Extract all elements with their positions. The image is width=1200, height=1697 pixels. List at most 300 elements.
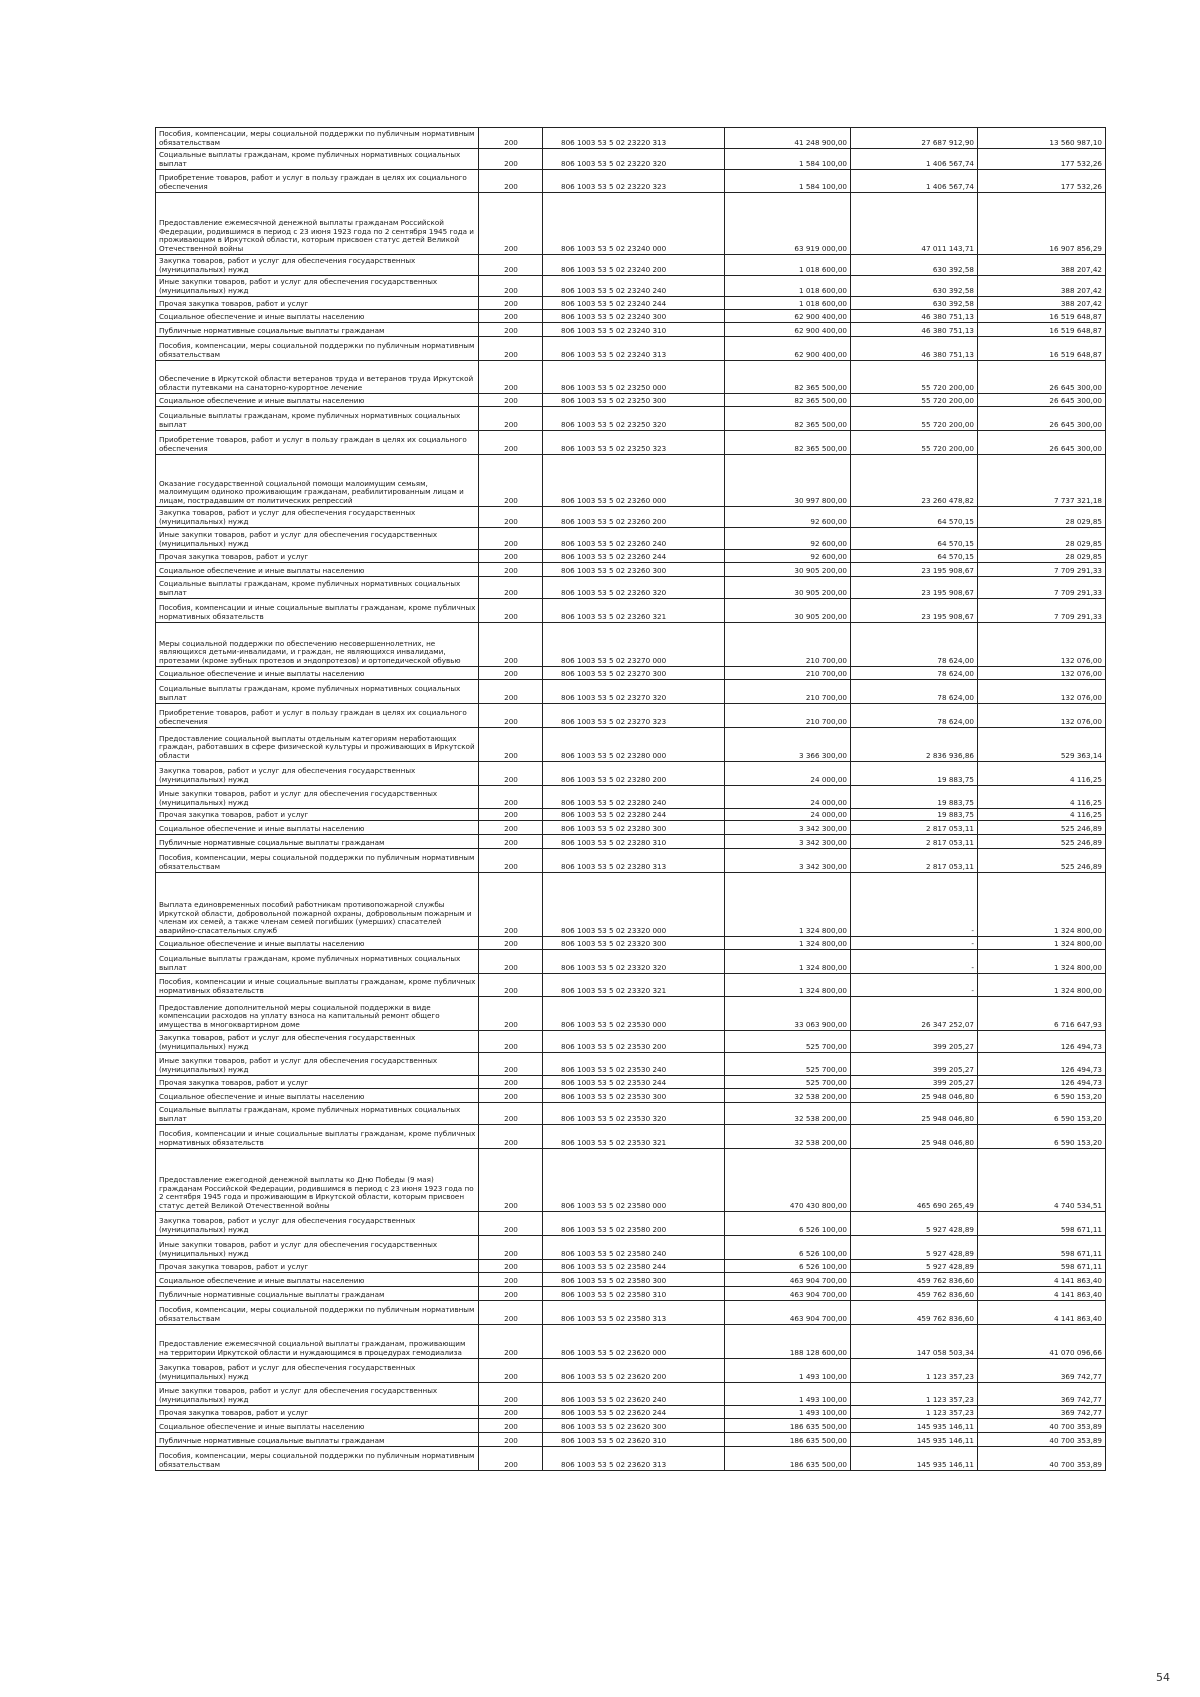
row-approved-value-cell: 1 324 800,00 <box>725 937 851 950</box>
row-unexecuted-value-cell: 4 141 863,40 <box>978 1287 1106 1301</box>
row-kbk-cell: 806 1003 53 5 02 23250 300 <box>543 394 725 407</box>
table-row <box>156 786 1106 809</box>
row-kbk-cell: 806 1003 53 5 02 23620 244 <box>543 1406 725 1419</box>
row-code-cell: 200 <box>479 528 543 550</box>
row-code-cell: 200 <box>479 1149 543 1212</box>
row-code-cell: 200 <box>479 507 543 528</box>
row-kbk-cell: 806 1003 53 5 02 23280 310 <box>543 835 725 849</box>
row-approved-value-cell: 32 538 200,00 <box>725 1103 851 1125</box>
row-name-cell: Приобретение товаров, работ и услуг в пользу граждан в целях их социального обеспечения <box>156 704 479 728</box>
table-row <box>156 550 1106 563</box>
row-executed-value-cell: 459 762 836,60 <box>851 1273 978 1287</box>
table-row <box>156 337 1106 361</box>
row-unexecuted-value-cell: 1 324 800,00 <box>978 950 1106 974</box>
row-unexecuted-value-cell: 7 737 321,18 <box>978 455 1106 507</box>
row-unexecuted-value-cell: 41 070 096,66 <box>978 1325 1106 1359</box>
row-name-cell: Закупка товаров, работ и услуг для обеспечения государственных (муниципальных) нужд <box>156 1359 479 1383</box>
row-code-cell: 200 <box>479 1125 543 1149</box>
row-name-cell: Оказание государственной социальной помощи малоимущим семьям, малоимущим одиноко проживающим гражданам, реабилитированным лицам и лицам, пострадавшим от политических репрессий <box>156 455 479 507</box>
table-row <box>156 507 1106 528</box>
table-row <box>156 937 1106 950</box>
row-code-cell: 200 <box>479 1053 543 1076</box>
row-code-cell: 200 <box>479 680 543 704</box>
row-approved-value-cell: 186 635 500,00 <box>725 1433 851 1447</box>
row-name-cell: Пособия, компенсации и иные социальные выплаты гражданам, кроме публичных нормативных обязательств <box>156 974 479 997</box>
table-row <box>156 623 1106 667</box>
row-executed-value-cell: 64 570,15 <box>851 528 978 550</box>
table-row <box>156 149 1106 170</box>
row-unexecuted-value-cell: 388 207,42 <box>978 297 1106 310</box>
row-unexecuted-value-cell: 28 029,85 <box>978 550 1106 563</box>
row-kbk-cell: 806 1003 53 5 02 23320 321 <box>543 974 725 997</box>
row-unexecuted-value-cell: 7 709 291,33 <box>978 563 1106 577</box>
row-kbk-cell: 806 1003 53 5 02 23530 300 <box>543 1089 725 1103</box>
row-kbk-cell: 806 1003 53 5 02 23620 310 <box>543 1433 725 1447</box>
row-code-cell: 200 <box>479 337 543 361</box>
row-code-cell: 200 <box>479 255 543 276</box>
row-unexecuted-value-cell: 16 519 648,87 <box>978 323 1106 337</box>
row-unexecuted-value-cell: 1 324 800,00 <box>978 974 1106 997</box>
row-name-cell: Публичные нормативные социальные выплаты гражданам <box>156 1287 479 1301</box>
row-kbk-cell: 806 1003 53 5 02 23260 321 <box>543 599 725 623</box>
row-name-cell: Предоставление дополнительной меры социальной поддержки в виде компенсации расходов на уплату взноса на капитальный ремонт общего имущества в многоквартирном доме <box>156 997 479 1031</box>
row-name-cell: Публичные нормативные социальные выплаты гражданам <box>156 835 479 849</box>
row-code-cell: 200 <box>479 1076 543 1089</box>
row-name-cell: Публичные нормативные социальные выплаты гражданам <box>156 323 479 337</box>
row-name-cell: Прочая закупка товаров, работ и услуг <box>156 1406 479 1419</box>
row-name-cell: Закупка товаров, работ и услуг для обеспечения государственных (муниципальных) нужд <box>156 1212 479 1236</box>
row-code-cell: 200 <box>479 1359 543 1383</box>
row-kbk-cell: 806 1003 53 5 02 23320 320 <box>543 950 725 974</box>
row-executed-value-cell: 459 762 836,60 <box>851 1287 978 1301</box>
row-executed-value-cell: 23 195 908,67 <box>851 563 978 577</box>
row-kbk-cell: 806 1003 53 5 02 23530 200 <box>543 1031 725 1053</box>
row-code-cell: 200 <box>479 394 543 407</box>
row-approved-value-cell: 210 700,00 <box>725 623 851 667</box>
row-approved-value-cell: 24 000,00 <box>725 762 851 786</box>
table-row <box>156 431 1106 455</box>
row-approved-value-cell: 1 324 800,00 <box>725 974 851 997</box>
row-name-cell: Закупка товаров, работ и услуг для обеспечения государственных (муниципальных) нужд <box>156 507 479 528</box>
row-unexecuted-value-cell: 126 494,73 <box>978 1053 1106 1076</box>
row-name-cell: Приобретение товаров, работ и услуг в пользу граждан в целях их социального обеспечения <box>156 170 479 193</box>
row-approved-value-cell: 186 635 500,00 <box>725 1419 851 1433</box>
table-row <box>156 1260 1106 1273</box>
table-row <box>156 997 1106 1031</box>
row-executed-value-cell: 25 948 046,80 <box>851 1089 978 1103</box>
row-executed-value-cell: 459 762 836,60 <box>851 1301 978 1325</box>
row-approved-value-cell: 1 018 600,00 <box>725 255 851 276</box>
row-unexecuted-value-cell: 1 324 800,00 <box>978 937 1106 950</box>
row-kbk-cell: 806 1003 53 5 02 23280 244 <box>543 809 725 821</box>
row-name-cell: Прочая закупка товаров, работ и услуг <box>156 1076 479 1089</box>
row-executed-value-cell: 1 406 567,74 <box>851 149 978 170</box>
table-row <box>156 1287 1106 1301</box>
row-approved-value-cell: 30 905 200,00 <box>725 577 851 599</box>
table-row <box>156 1447 1106 1471</box>
row-approved-value-cell: 188 128 600,00 <box>725 1325 851 1359</box>
row-approved-value-cell: 82 365 500,00 <box>725 394 851 407</box>
row-executed-value-cell: 145 935 146,11 <box>851 1433 978 1447</box>
row-code-cell: 200 <box>479 1325 543 1359</box>
row-executed-value-cell: 25 948 046,80 <box>851 1103 978 1125</box>
row-executed-value-cell: 2 817 053,11 <box>851 849 978 873</box>
row-unexecuted-value-cell: 529 363,14 <box>978 728 1106 762</box>
row-executed-value-cell: - <box>851 974 978 997</box>
row-executed-value-cell: 145 935 146,11 <box>851 1419 978 1433</box>
row-kbk-cell: 806 1003 53 5 02 23270 320 <box>543 680 725 704</box>
row-code-cell: 200 <box>479 849 543 873</box>
row-executed-value-cell: 46 380 751,13 <box>851 310 978 323</box>
row-name-cell: Пособия, компенсации и иные социальные выплаты гражданам, кроме публичных нормативных обязательств <box>156 599 479 623</box>
row-executed-value-cell: 55 720 200,00 <box>851 407 978 431</box>
row-name-cell: Меры социальной поддержки по обеспечению несовершеннолетних, не являющихся детьми-инвалидами, и граждан, не являющихся инвалидами, протезами (кроме зубных протезов и эндопротезов) и ортопедической обувью <box>156 623 479 667</box>
row-code-cell: 200 <box>479 1273 543 1287</box>
row-name-cell: Предоставление ежемесячной социальной выплаты гражданам, проживающим на территории Иркутской области и нуждающимся в процедурах гемодиализа <box>156 1325 479 1359</box>
row-executed-value-cell: 78 624,00 <box>851 704 978 728</box>
row-code-cell: 200 <box>479 297 543 310</box>
row-code-cell: 200 <box>479 1301 543 1325</box>
row-executed-value-cell: 147 058 503,34 <box>851 1325 978 1359</box>
row-kbk-cell: 806 1003 53 5 02 23580 240 <box>543 1236 725 1260</box>
table-row <box>156 1383 1106 1406</box>
row-kbk-cell: 806 1003 53 5 02 23620 313 <box>543 1447 725 1471</box>
table-row <box>156 297 1106 310</box>
table-row <box>156 407 1106 431</box>
row-kbk-cell: 806 1003 53 5 02 23580 310 <box>543 1287 725 1301</box>
row-name-cell: Иные закупки товаров, работ и услуг для обеспечения государственных (муниципальных) нужд <box>156 1236 479 1260</box>
table-row <box>156 821 1106 835</box>
row-name-cell: Иные закупки товаров, работ и услуг для обеспечения государственных (муниципальных) нужд <box>156 786 479 809</box>
row-name-cell: Прочая закупка товаров, работ и услуг <box>156 550 479 563</box>
row-unexecuted-value-cell: 369 742,77 <box>978 1383 1106 1406</box>
table-row <box>156 1406 1106 1419</box>
row-approved-value-cell: 30 905 200,00 <box>725 563 851 577</box>
budget-execution-table <box>155 127 1106 1471</box>
row-approved-value-cell: 82 365 500,00 <box>725 431 851 455</box>
row-unexecuted-value-cell: 26 645 300,00 <box>978 431 1106 455</box>
row-name-cell: Социальное обеспечение и иные выплаты населению <box>156 937 479 950</box>
row-kbk-cell: 806 1003 53 5 02 23220 323 <box>543 170 725 193</box>
row-unexecuted-value-cell: 388 207,42 <box>978 276 1106 297</box>
row-code-cell: 200 <box>479 310 543 323</box>
row-code-cell: 200 <box>479 704 543 728</box>
row-code-cell: 200 <box>479 937 543 950</box>
row-executed-value-cell: 5 927 428,89 <box>851 1260 978 1273</box>
row-name-cell: Предоставление ежемесячной денежной выплаты гражданам Российской Федерации, родившимся в период с 23 июня 1923 года по 2 сентября 1945 года и проживающим в Иркутской области, которым присвоен статус детей Великой Отечественной войны <box>156 193 479 255</box>
row-unexecuted-value-cell: 132 076,00 <box>978 667 1106 680</box>
row-unexecuted-value-cell: 4 740 534,51 <box>978 1149 1106 1212</box>
row-code-cell: 200 <box>479 950 543 974</box>
row-unexecuted-value-cell: 28 029,85 <box>978 507 1106 528</box>
row-approved-value-cell: 6 526 100,00 <box>725 1236 851 1260</box>
table-row <box>156 1433 1106 1447</box>
row-kbk-cell: 806 1003 53 5 02 23250 320 <box>543 407 725 431</box>
row-name-cell: Пособия, компенсации, меры социальной поддержки по публичным нормативным обязательствам <box>156 128 479 149</box>
row-executed-value-cell: 2 836 936,86 <box>851 728 978 762</box>
row-executed-value-cell: 1 123 357,23 <box>851 1359 978 1383</box>
table-row <box>156 1125 1106 1149</box>
table-row <box>156 1301 1106 1325</box>
row-kbk-cell: 806 1003 53 5 02 23250 323 <box>543 431 725 455</box>
row-kbk-cell: 806 1003 53 5 02 23250 000 <box>543 361 725 394</box>
row-name-cell: Предоставление социальной выплаты отдельным категориям неработающих граждан, работавших в сфере физической культуры и проживающих в Иркутской области <box>156 728 479 762</box>
row-kbk-cell: 806 1003 53 5 02 23580 244 <box>543 1260 725 1273</box>
table-row <box>156 563 1106 577</box>
row-name-cell: Пособия, компенсации, меры социальной поддержки по публичным нормативным обязательствам <box>156 337 479 361</box>
table-row <box>156 1053 1106 1076</box>
table-row <box>156 128 1106 149</box>
row-name-cell: Социальное обеспечение и иные выплаты населению <box>156 394 479 407</box>
row-unexecuted-value-cell: 7 709 291,33 <box>978 599 1106 623</box>
row-kbk-cell: 806 1003 53 5 02 23260 240 <box>543 528 725 550</box>
row-code-cell: 200 <box>479 1447 543 1471</box>
row-code-cell: 200 <box>479 1103 543 1125</box>
row-code-cell: 200 <box>479 997 543 1031</box>
budget-table-sheet <box>155 127 1105 1471</box>
row-unexecuted-value-cell: 6 716 647,93 <box>978 997 1106 1031</box>
row-name-cell: Социальные выплаты гражданам, кроме публичных нормативных социальных выплат <box>156 577 479 599</box>
row-approved-value-cell: 6 526 100,00 <box>725 1260 851 1273</box>
row-executed-value-cell: 399 205,27 <box>851 1053 978 1076</box>
table-row <box>156 728 1106 762</box>
table-row <box>156 1076 1106 1089</box>
row-name-cell: Иные закупки товаров, работ и услуг для обеспечения государственных (муниципальных) нужд <box>156 1383 479 1406</box>
row-approved-value-cell: 62 900 400,00 <box>725 323 851 337</box>
table-row <box>156 276 1106 297</box>
row-kbk-cell: 806 1003 53 5 02 23240 244 <box>543 297 725 310</box>
row-name-cell: Выплата единовременных пособий работникам противопожарной службы Иркутской области, добровольной пожарной охраны, добровольным пожарным и членам их семей, а также членам семей погибших (умерших) спасателей аварийно-спасательных служб <box>156 873 479 937</box>
row-executed-value-cell: 5 927 428,89 <box>851 1212 978 1236</box>
row-approved-value-cell: 210 700,00 <box>725 667 851 680</box>
table-row <box>156 170 1106 193</box>
row-executed-value-cell: 23 260 478,82 <box>851 455 978 507</box>
row-executed-value-cell: 19 883,75 <box>851 809 978 821</box>
row-unexecuted-value-cell: 6 590 153,20 <box>978 1103 1106 1125</box>
table-row <box>156 1359 1106 1383</box>
row-code-cell: 200 <box>479 455 543 507</box>
row-code-cell: 200 <box>479 1433 543 1447</box>
row-unexecuted-value-cell: 4 116,25 <box>978 809 1106 821</box>
row-name-cell: Социальное обеспечение и иные выплаты населению <box>156 1273 479 1287</box>
row-name-cell: Иные закупки товаров, работ и услуг для обеспечения государственных (муниципальных) нужд <box>156 276 479 297</box>
row-executed-value-cell: 46 380 751,13 <box>851 337 978 361</box>
table-row <box>156 361 1106 394</box>
row-executed-value-cell: 25 948 046,80 <box>851 1125 978 1149</box>
row-unexecuted-value-cell: 16 519 648,87 <box>978 310 1106 323</box>
row-kbk-cell: 806 1003 53 5 02 23320 000 <box>543 873 725 937</box>
row-approved-value-cell: 525 700,00 <box>725 1053 851 1076</box>
row-unexecuted-value-cell: 126 494,73 <box>978 1076 1106 1089</box>
table-row <box>156 193 1106 255</box>
row-name-cell: Пособия, компенсации, меры социальной поддержки по публичным нормативным обязательствам <box>156 1301 479 1325</box>
row-unexecuted-value-cell: 598 671,11 <box>978 1212 1106 1236</box>
row-executed-value-cell: 19 883,75 <box>851 762 978 786</box>
row-kbk-cell: 806 1003 53 5 02 23580 300 <box>543 1273 725 1287</box>
row-approved-value-cell: 463 904 700,00 <box>725 1287 851 1301</box>
row-kbk-cell: 806 1003 53 5 02 23530 320 <box>543 1103 725 1125</box>
table-row <box>156 667 1106 680</box>
row-code-cell: 200 <box>479 974 543 997</box>
row-approved-value-cell: 92 600,00 <box>725 507 851 528</box>
row-kbk-cell: 806 1003 53 5 02 23280 240 <box>543 786 725 809</box>
table-row <box>156 873 1106 937</box>
row-executed-value-cell: 46 380 751,13 <box>851 323 978 337</box>
row-name-cell: Пособия, компенсации, меры социальной поддержки по публичным нормативным обязательствам <box>156 849 479 873</box>
row-executed-value-cell: 630 392,58 <box>851 276 978 297</box>
row-code-cell: 200 <box>479 1383 543 1406</box>
row-code-cell: 200 <box>479 809 543 821</box>
row-kbk-cell: 806 1003 53 5 02 23280 000 <box>543 728 725 762</box>
row-approved-value-cell: 30 997 800,00 <box>725 455 851 507</box>
row-name-cell: Публичные нормативные социальные выплаты гражданам <box>156 1433 479 1447</box>
row-executed-value-cell: 23 195 908,67 <box>851 577 978 599</box>
row-kbk-cell: 806 1003 53 5 02 23220 320 <box>543 149 725 170</box>
row-approved-value-cell: 525 700,00 <box>725 1076 851 1089</box>
table-row <box>156 1089 1106 1103</box>
table-row <box>156 577 1106 599</box>
row-code-cell: 200 <box>479 170 543 193</box>
row-code-cell: 200 <box>479 323 543 337</box>
row-code-cell: 200 <box>479 835 543 849</box>
row-executed-value-cell: 55 720 200,00 <box>851 431 978 455</box>
row-approved-value-cell: 3 342 300,00 <box>725 835 851 849</box>
row-executed-value-cell: 145 935 146,11 <box>851 1447 978 1471</box>
row-kbk-cell: 806 1003 53 5 02 23240 000 <box>543 193 725 255</box>
row-code-cell: 200 <box>479 577 543 599</box>
row-approved-value-cell: 33 063 900,00 <box>725 997 851 1031</box>
row-kbk-cell: 806 1003 53 5 02 23530 244 <box>543 1076 725 1089</box>
row-name-cell: Социальное обеспечение и иные выплаты населению <box>156 1419 479 1433</box>
table-row <box>156 835 1106 849</box>
row-executed-value-cell: 2 817 053,11 <box>851 835 978 849</box>
row-code-cell: 200 <box>479 1406 543 1419</box>
row-name-cell: Социальное обеспечение и иные выплаты населению <box>156 667 479 680</box>
row-kbk-cell: 806 1003 53 5 02 23270 323 <box>543 704 725 728</box>
row-kbk-cell: 806 1003 53 5 02 23280 313 <box>543 849 725 873</box>
table-row <box>156 255 1106 276</box>
row-approved-value-cell: 1 324 800,00 <box>725 950 851 974</box>
row-kbk-cell: 806 1003 53 5 02 23260 300 <box>543 563 725 577</box>
row-name-cell: Закупка товаров, работ и услуг для обеспечения государственных (муниципальных) нужд <box>156 762 479 786</box>
row-approved-value-cell: 1 018 600,00 <box>725 276 851 297</box>
row-kbk-cell: 806 1003 53 5 02 23260 320 <box>543 577 725 599</box>
row-approved-value-cell: 6 526 100,00 <box>725 1212 851 1236</box>
row-unexecuted-value-cell: 177 532,26 <box>978 149 1106 170</box>
row-code-cell: 200 <box>479 193 543 255</box>
row-unexecuted-value-cell: 369 742,77 <box>978 1406 1106 1419</box>
row-name-cell: Прочая закупка товаров, работ и услуг <box>156 297 479 310</box>
row-kbk-cell: 806 1003 53 5 02 23620 240 <box>543 1383 725 1406</box>
row-unexecuted-value-cell: 4 116,25 <box>978 786 1106 809</box>
row-executed-value-cell: 5 927 428,89 <box>851 1236 978 1260</box>
row-approved-value-cell: 463 904 700,00 <box>725 1273 851 1287</box>
row-code-cell: 200 <box>479 667 543 680</box>
row-unexecuted-value-cell: 1 324 800,00 <box>978 873 1106 937</box>
row-name-cell: Социальные выплаты гражданам, кроме публичных нормативных социальных выплат <box>156 680 479 704</box>
row-approved-value-cell: 30 905 200,00 <box>725 599 851 623</box>
row-approved-value-cell: 24 000,00 <box>725 786 851 809</box>
row-unexecuted-value-cell: 126 494,73 <box>978 1031 1106 1053</box>
table-row <box>156 1236 1106 1260</box>
row-kbk-cell: 806 1003 53 5 02 23260 200 <box>543 507 725 528</box>
row-unexecuted-value-cell: 7 709 291,33 <box>978 577 1106 599</box>
table-row <box>156 680 1106 704</box>
row-unexecuted-value-cell: 177 532,26 <box>978 170 1106 193</box>
table-row <box>156 950 1106 974</box>
row-approved-value-cell: 62 900 400,00 <box>725 337 851 361</box>
row-kbk-cell: 806 1003 53 5 02 23220 313 <box>543 128 725 149</box>
row-name-cell: Социальное обеспечение и иные выплаты населению <box>156 1089 479 1103</box>
row-executed-value-cell: 19 883,75 <box>851 786 978 809</box>
row-executed-value-cell: 64 570,15 <box>851 507 978 528</box>
row-code-cell: 200 <box>479 1287 543 1301</box>
row-approved-value-cell: 82 365 500,00 <box>725 407 851 431</box>
row-kbk-cell: 806 1003 53 5 02 23240 240 <box>543 276 725 297</box>
row-executed-value-cell: 399 205,27 <box>851 1076 978 1089</box>
row-kbk-cell: 806 1003 53 5 02 23240 300 <box>543 310 725 323</box>
row-approved-value-cell: 32 538 200,00 <box>725 1089 851 1103</box>
row-approved-value-cell: 92 600,00 <box>725 550 851 563</box>
row-code-cell: 200 <box>479 873 543 937</box>
row-name-cell: Социальное обеспечение и иные выплаты населению <box>156 310 479 323</box>
row-kbk-cell: 806 1003 53 5 02 23240 310 <box>543 323 725 337</box>
row-code-cell: 200 <box>479 728 543 762</box>
row-kbk-cell: 806 1003 53 5 02 23240 200 <box>543 255 725 276</box>
table-row <box>156 762 1106 786</box>
table-row <box>156 974 1106 997</box>
row-name-cell: Иные закупки товаров, работ и услуг для обеспечения государственных (муниципальных) нужд <box>156 528 479 550</box>
table-row <box>156 455 1106 507</box>
row-unexecuted-value-cell: 40 700 353,89 <box>978 1447 1106 1471</box>
row-executed-value-cell: 23 195 908,67 <box>851 599 978 623</box>
row-unexecuted-value-cell: 369 742,77 <box>978 1359 1106 1383</box>
row-kbk-cell: 806 1003 53 5 02 23620 300 <box>543 1419 725 1433</box>
row-approved-value-cell: 3 366 300,00 <box>725 728 851 762</box>
row-kbk-cell: 806 1003 53 5 02 23530 321 <box>543 1125 725 1149</box>
row-unexecuted-value-cell: 40 700 353,89 <box>978 1419 1106 1433</box>
table-row <box>156 704 1106 728</box>
table-row <box>156 1273 1106 1287</box>
row-approved-value-cell: 82 365 500,00 <box>725 361 851 394</box>
row-approved-value-cell: 62 900 400,00 <box>725 310 851 323</box>
row-code-cell: 200 <box>479 407 543 431</box>
table-row <box>156 394 1106 407</box>
row-approved-value-cell: 3 342 300,00 <box>725 821 851 835</box>
row-code-cell: 200 <box>479 128 543 149</box>
row-approved-value-cell: 92 600,00 <box>725 528 851 550</box>
row-approved-value-cell: 41 248 900,00 <box>725 128 851 149</box>
row-approved-value-cell: 1 493 100,00 <box>725 1406 851 1419</box>
table-body <box>156 128 1106 1471</box>
row-executed-value-cell: 1 406 567,74 <box>851 170 978 193</box>
row-executed-value-cell: - <box>851 873 978 937</box>
table-row <box>156 1031 1106 1053</box>
row-name-cell: Социальное обеспечение и иные выплаты населению <box>156 563 479 577</box>
row-code-cell: 200 <box>479 361 543 394</box>
row-executed-value-cell: 630 392,58 <box>851 255 978 276</box>
row-kbk-cell: 806 1003 53 5 02 23280 300 <box>543 821 725 835</box>
row-unexecuted-value-cell: 28 029,85 <box>978 528 1106 550</box>
row-kbk-cell: 806 1003 53 5 02 23620 200 <box>543 1359 725 1383</box>
row-kbk-cell: 806 1003 53 5 02 23260 000 <box>543 455 725 507</box>
row-name-cell: Обеспечение в Иркутской области ветеранов труда и ветеранов труда Иркутской области путевками на санаторно-курортное лечение <box>156 361 479 394</box>
row-unexecuted-value-cell: 16 907 856,29 <box>978 193 1106 255</box>
row-code-cell: 200 <box>479 1031 543 1053</box>
row-kbk-cell: 806 1003 53 5 02 23270 300 <box>543 667 725 680</box>
row-unexecuted-value-cell: 13 560 987,10 <box>978 128 1106 149</box>
row-kbk-cell: 806 1003 53 5 02 23580 313 <box>543 1301 725 1325</box>
